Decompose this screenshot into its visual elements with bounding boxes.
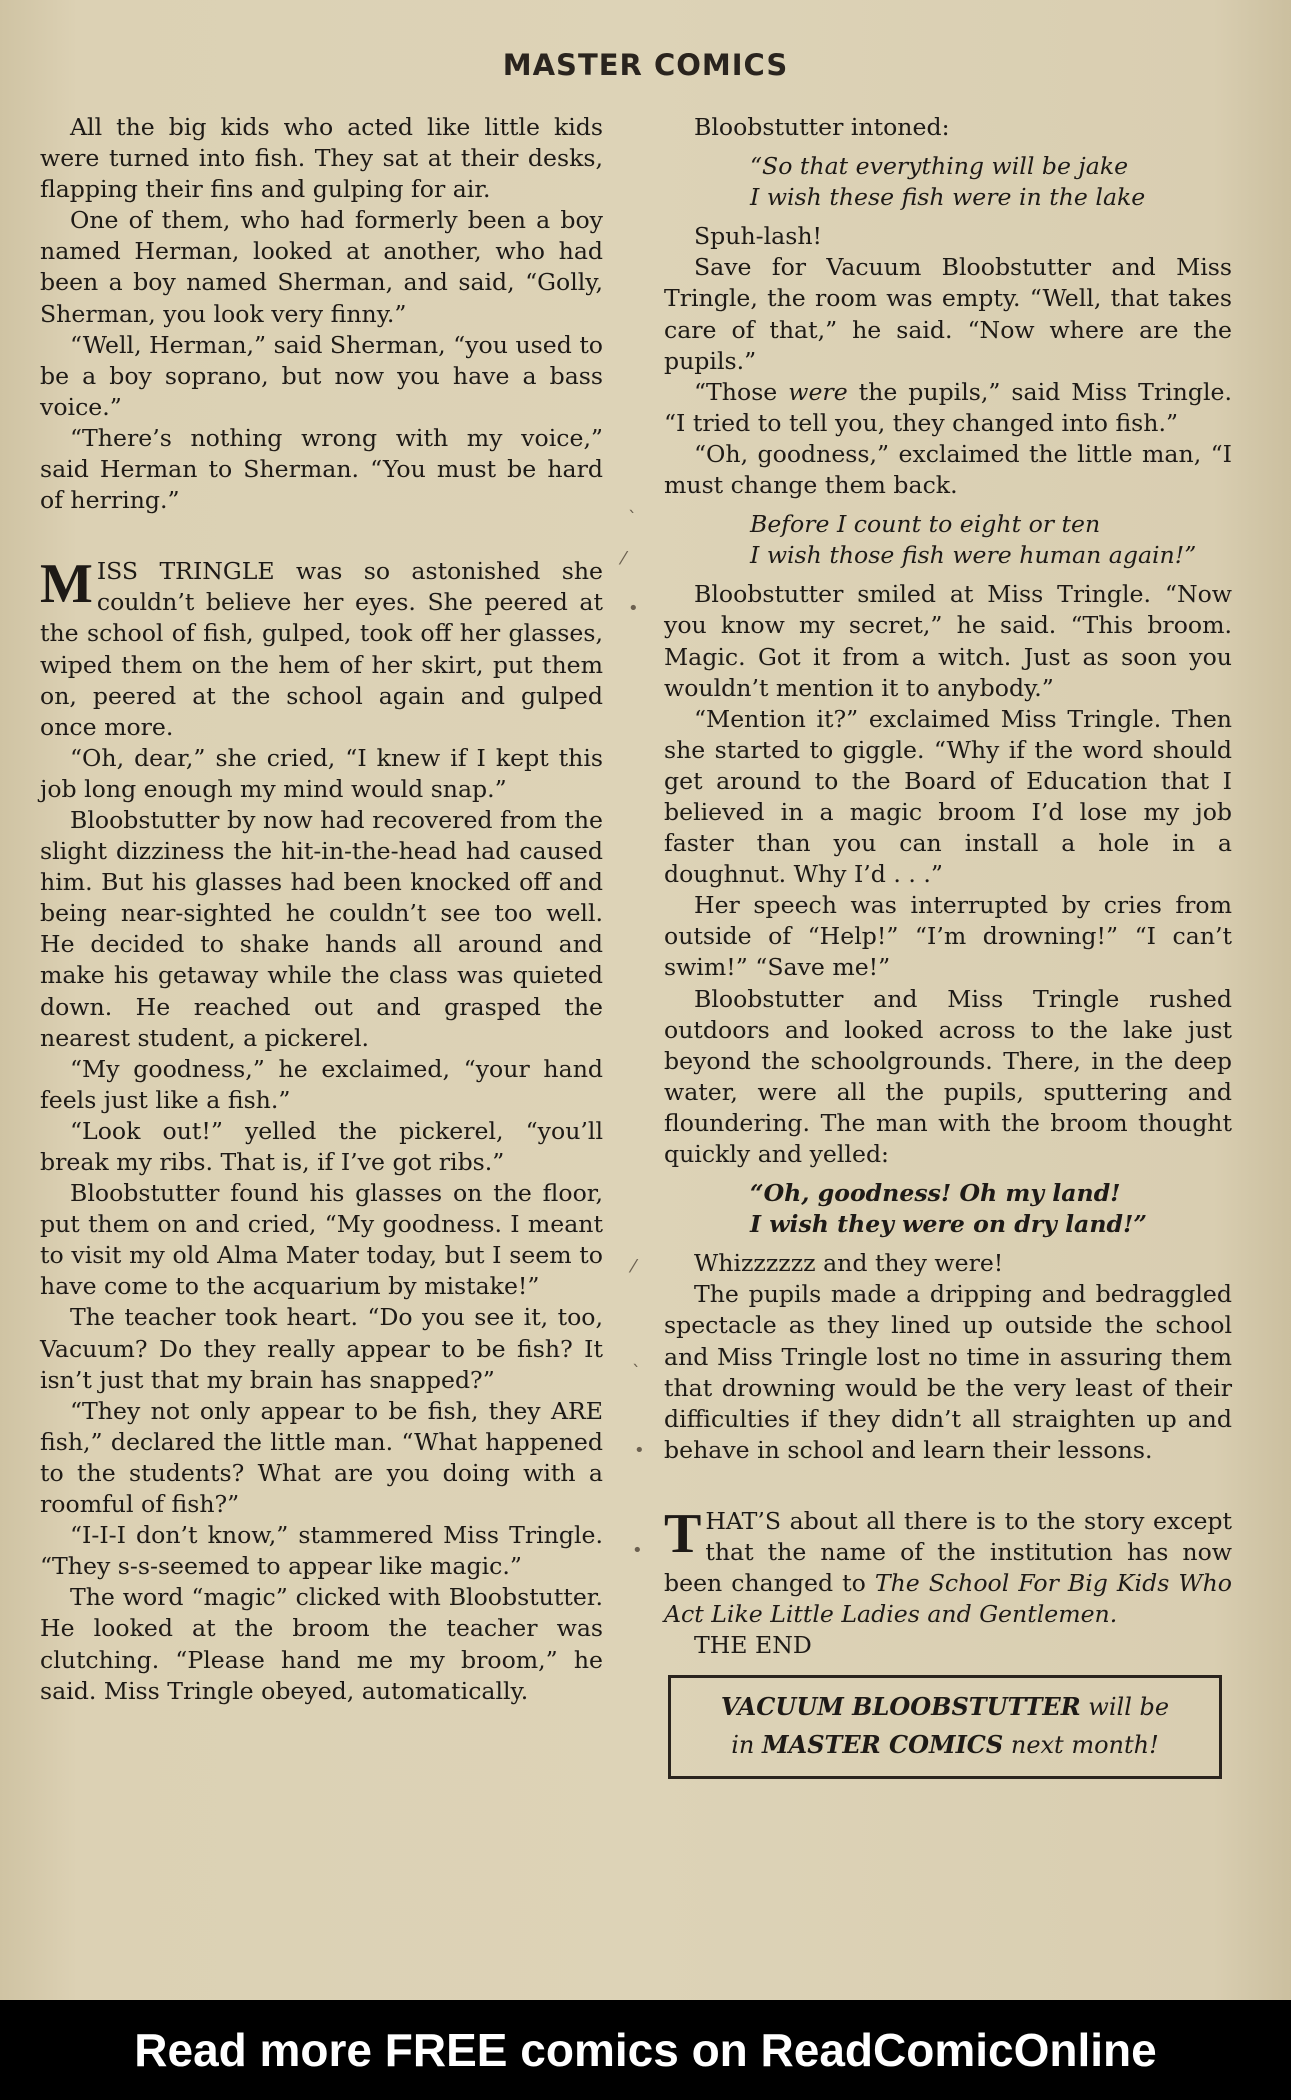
paragraph: Bloobstutter and Miss Tringle rushed outdoors and looked across to the lake just beyond the schoolgrounds. There, in the deep water, were all the pupils, sputtering and floundering. The man with the broom thought quickly and yelled: [664,984,1232,1168]
paragraph: “Oh, dear,” she cried, “I knew if I kept this job long enough my mind would snap.” [40,743,603,803]
promo-banner[interactable]: Read more FREE comics on ReadComicOnline [0,2000,1291,2100]
paragraph: “My goodness,” he exclaimed, “your hand feels just like a fish.” [40,1054,603,1114]
paragraph-text: ISS TRINGLE was so astonished she couldn’t believe her eyes. She peered at the school of fish, gulped, took off her glasses, wiped them on the hem of her skirt, put them on, peered at the school again and gulped once more. [40,557,603,741]
paragraph-dropcap [40,553,603,743]
paragraph: Bloobstutter intoned: [694,113,950,141]
verse-line: I wish they were on dry land!” [750,1210,1147,1239]
print-mark: ⁄ [632,1256,636,1277]
paragraph [664,377,1232,439]
paragraph: “Look out!” yelled the pickerel, “you’ll break my ribs. That is, if I’ve got ribs.” [40,1116,603,1176]
paragraph: The word “magic” clicked with Bloobstutter. He looked at the broom the teacher was clutching. “Please hand me my broom,” he said. Miss Tringle obeyed, automatically. [40,1583,603,1705]
print-mark: ⁄ [622,548,626,569]
text-run: “Those [694,377,789,406]
paragraph: “There’s nothing wrong with my voice,” said Herman to Sherman. “You must be hard of herring.” [40,423,603,515]
paragraph: Bloobstutter found his glasses on the floor, put them on and cried, “My goodness. I meant to visit my old Alma Mater today, but I seem to have come to the acquarium by mistake!” [40,1179,603,1301]
notice-text: in [731,1731,763,1760]
paragraph: Her speech was interrupted by cries from outside of “Help!” “I’m drowning!” “I can’t swim!” “Save me!” [664,891,1232,982]
next-month-notice [668,1675,1222,1779]
notice-line-1 [671,1688,1219,1726]
text-run: the pupils,” said Miss Tringle. “I tried to tell you, they changed into fish.” [664,377,1232,437]
print-mark: ˋ [628,508,637,529]
paragraph: “I-I-I don’t know,” stammered Miss Tringle. “They s-s-seemed to appear like magic.” [40,1521,603,1581]
paragraph-text: HAT’S about all there is to the story except that the name of the institution has now been changed to [664,1506,1232,1598]
paragraph-dropcap [664,1502,1232,1630]
notice-text: next month! [1003,1731,1159,1760]
the-end-label: THE END [694,1631,812,1660]
page-header: MASTER COMICS [502,48,789,82]
verse-line: I wish those fish were human again!” [750,541,1197,570]
drop-cap: M [40,553,93,616]
paragraph: All the big kids who acted like little kids were turned into fish. They sat at their desks, flapping their fins and gulping for air. [40,113,603,204]
print-mark: ˋ [632,1362,641,1383]
print-mark: • [628,598,639,619]
paragraph: Spuh-lash! [694,222,823,251]
notice-text: will be [1080,1693,1170,1722]
print-mark: • [634,1440,645,1461]
notice-line-2 [671,1726,1219,1764]
text-run-italic: The School For Big Kids Who Act Like Little Ladies and Gentlemen. [664,1569,1232,1629]
paragraph: “Oh, goodness,” exclaimed the little man, “I must change them back. [664,439,1232,500]
left-column [40,112,603,1707]
paragraph: “Mention it?” exclaimed Miss Tringle. Then she started to giggle. “Why if the word should get around to the Board of Education that I believed in a magic broom I’d lose my job faster than you can install a hole in a doughnut. Why I’d . . .” [664,704,1232,889]
paragraph: Bloobstutter by now had recovered from the slight dizziness the hit-in-the-head had caused him. But his glasses had been knocked off and being near-sighted he couldn’t see too well. He decided to shake hands all around and make his getaway while the class was quieted down. He reached out and grasped the nearest student, a pickerel. [40,805,603,1052]
notice-bold: MASTER COMICS [762,1730,1004,1760]
verse-line: “So that everything will be jake [750,152,1129,181]
paragraph: The pupils made a dripping and bedraggled spectacle as they lined up outside the school and Miss Tringle lost no time in assuring them that drowning would be the very least of their difficulties if they didn’t all straighten up and behave in school and learn their lessons. [664,1280,1232,1464]
verse-line: I wish these fish were in the lake [750,183,1146,212]
paragraph: “Well, Herman,” said Sherman, “you used to be a boy soprano, but now you have a bass voice.” [40,330,604,421]
right-column [664,112,1232,1779]
drop-cap: T [664,1502,702,1565]
paragraph: Bloobstutter smiled at Miss Tringle. “Now you know my secret,” he said. “This broom. Magic. Got it from a witch. Just as soon you wouldn’t mention it to anybody.” [664,580,1232,702]
paragraph: Whizzzzzz and they were! [694,1249,1004,1278]
notice-bold: VACUUM BLOOBSTUTTER [720,1692,1081,1722]
text-run-italic: were [788,377,848,406]
verse-line: Before I count to eight or ten [750,510,1101,539]
paragraph: Save for Vacuum Bloobstutter and Miss Tringle, the room was empty. “Well, that takes care of that,” he said. “Now where are the pupils.” [664,253,1232,375]
paragraph: One of them, who had formerly been a boy named Herman, looked at another, who had been a boy named Sherman, and said, “Golly, Sherman, you look very finny.” [40,206,603,328]
paragraph: “They not only appear to be fish, they ARE fish,” declared the little man. “What happened to the students? What are you doing with a roomful of fish?” [40,1396,603,1519]
paragraph: The teacher took heart. “Do you see it, too, Vacuum? Do they really appear to be fish? It isn’t just that my brain has snapped?” [40,1303,603,1394]
print-mark: • [632,1540,643,1561]
verse-line: “Oh, goodness! Oh my land! [750,1179,1121,1208]
